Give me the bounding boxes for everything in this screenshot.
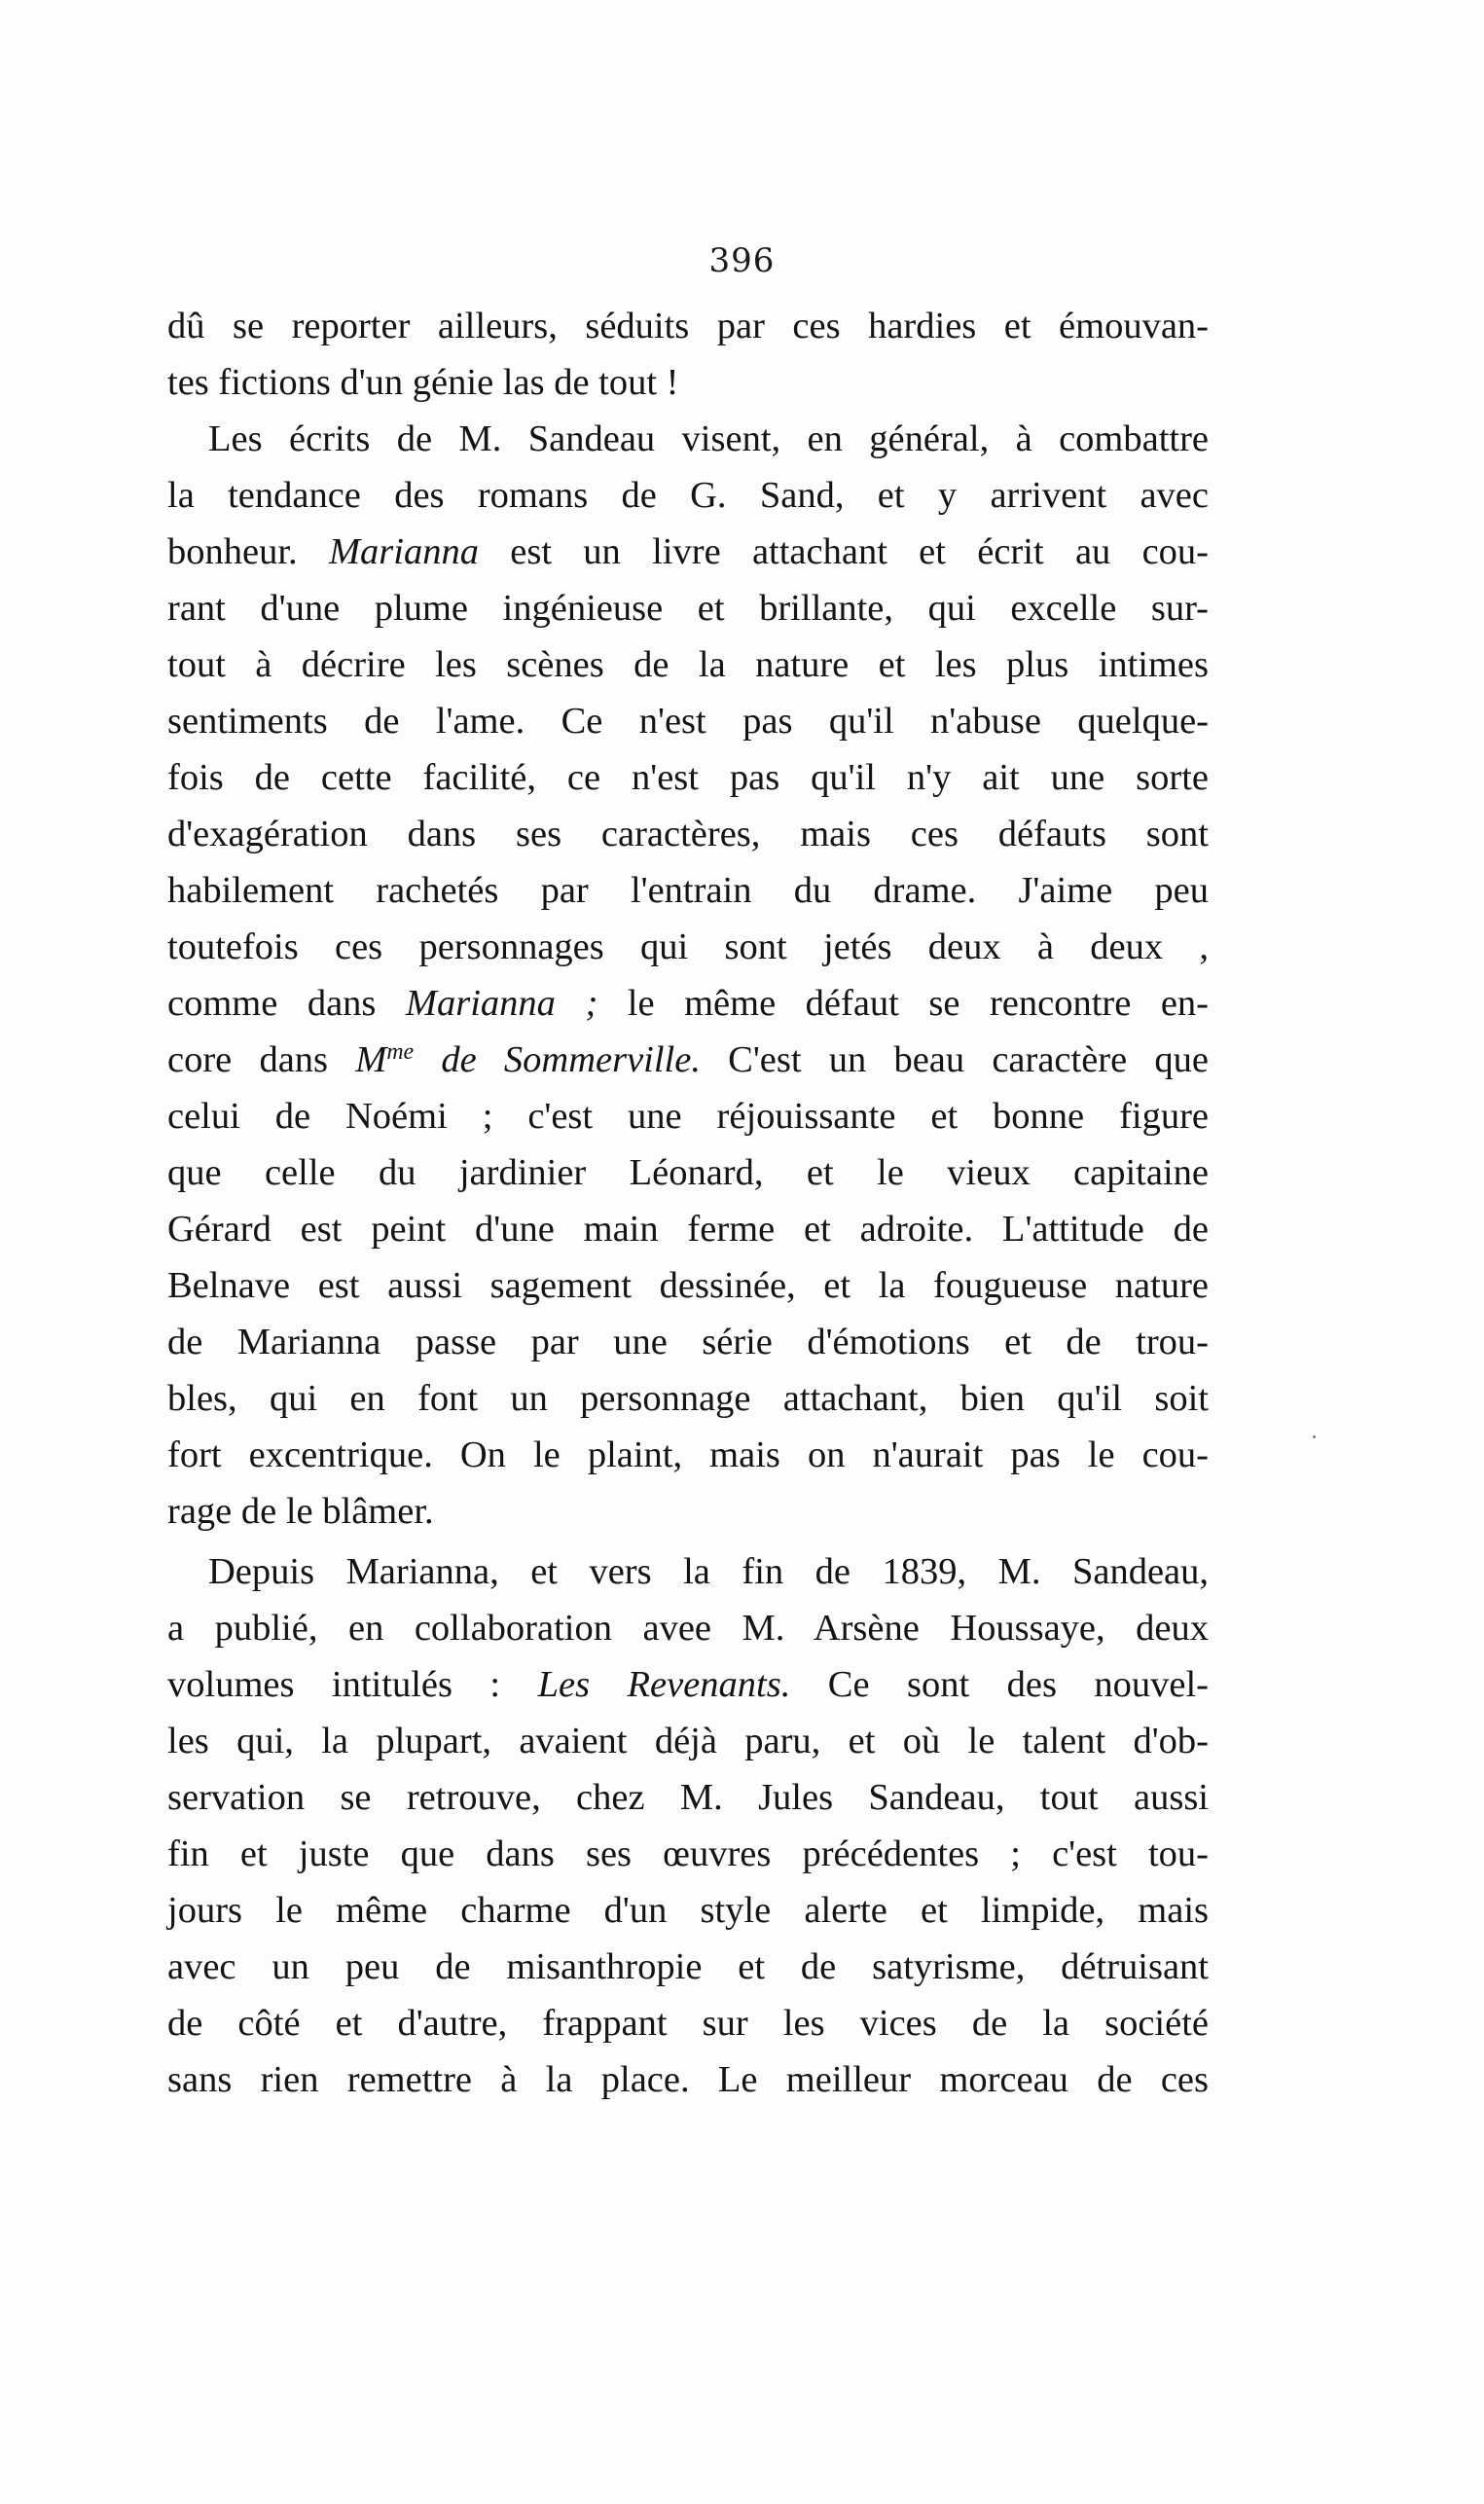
text-line: avec un peu de misanthropie et de satyrisme, détruisant [167,1946,1209,1987]
text-line: comme dans Marianna ; le même défaut se rencontre en- [167,983,1209,1024]
page-number: 396 [708,241,776,280]
paper-speck [1313,1435,1316,1438]
book-title-revenants: Les Revenants. [537,1664,791,1705]
text-line: rage de le blâmer. [167,1491,434,1532]
text-line: Belnave est aussi sagement dessinée, et la fougueuse nature [167,1265,1209,1306]
text-line: tes fictions d'un génie las de tout ! [167,362,679,403]
book-title-marianna: Marianna ; [405,983,598,1024]
text-line: jours le même charme d'un style alerte et limpide, mais [167,1890,1209,1931]
text-line: bles, qui en font un personnage attachant, bien qu'il soit [167,1378,1209,1419]
text-line: tout à décrire les scènes de la nature et les plus intimes [167,644,1209,685]
text-line: Les écrits de M. Sandeau visent, en général, à combattre [208,418,1209,459]
text-line: a publié, en collaboration avee M. Arsène Houssaye, deux [167,1608,1209,1649]
text-line: la tendance des romans de G. Sand, et y arrivent avec [167,475,1209,516]
text-line: dû se reporter ailleurs, séduits par ces hardies et émouvan- [167,306,1209,346]
text-line: fois de cette facilité, ce n'est pas qu'il n'y ait une sorte [167,757,1209,798]
text-line: d'exagération dans ses caractères, mais ces défauts sont [167,814,1209,854]
text-line: Depuis Marianna, et vers la fin de 1839, M. Sandeau, [208,1551,1209,1592]
text-line: volumes intitulés : Les Revenants. Ce sont des nouvel- [167,1664,1210,1705]
text-line: de Marianna passe par une série d'émotions et de trou- [167,1322,1209,1362]
text-line: fort excentrique. On le plaint, mais on n'aurait pas le cou- [167,1434,1209,1475]
text-line: rant d'une plume ingénieuse et brillante, qui excelle sur- [167,588,1209,629]
text-line: fin et juste que dans ses œuvres précédentes ; c'est tou- [167,1833,1209,1874]
book-title-marianna: Marianna [328,531,479,572]
text-line: sentiments de l'ame. Ce n'est pas qu'il n'abuse quelque- [167,701,1209,742]
text-line: servation se retrouve, chez M. Jules Sandeau, tout aussi [167,1777,1209,1818]
book-title-sommerville: $M^{me}$ de Sommerville. [355,1038,701,1080]
text-line: toutefois ces personnages qui sont jetés deux à deux , [167,926,1209,967]
text-line: core dans $M^{me}$ de Sommerville. C'est un beau caractère que [167,1038,1209,1080]
text-line: que celle du jardinier Léonard, et le vieux capitaine [167,1152,1209,1193]
body-text [167,298,1209,2108]
text-line: les qui, la plupart, avaient déjà paru, et où le talent d'ob- [167,1721,1209,1761]
text-line: celui de Noémi ; c'est une réjouissante et bonne figure [167,1096,1209,1137]
text-line: de côté et d'autre, frappant sur les vices de la société [167,2003,1209,2044]
text-line: bonheur. Marianna est un livre attachant et écrit au cou- [167,531,1209,572]
text-line: Gérard est peint d'une main ferme et adroite. L'attitude de [167,1209,1209,1250]
text-line: sans rien remettre à la place. Le meilleur morceau de ces [167,2059,1209,2100]
text-line: habilement rachetés par l'entrain du drame. J'aime peu [167,870,1209,911]
